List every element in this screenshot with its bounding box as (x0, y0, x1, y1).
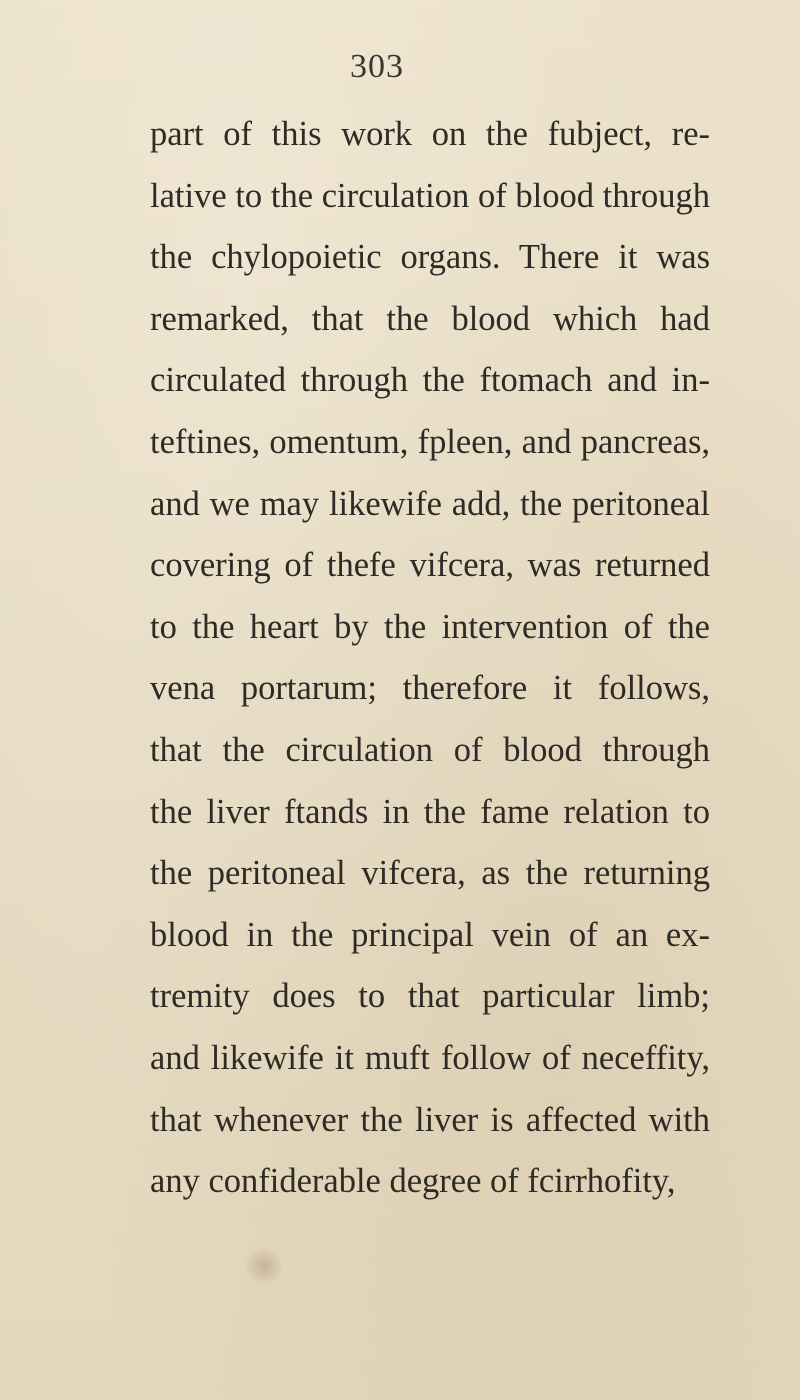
text-line: the chylopoietic organs. There it was (150, 238, 710, 277)
text-line: that whenever the liver is affected with (150, 1100, 710, 1139)
text-line: part of this work on the fubject, re- (150, 115, 710, 153)
text-line: the peritoneal vifcera, as the returning (150, 854, 710, 893)
text-line: teftines, omentum, fpleen, and pancreas, (150, 422, 710, 461)
text-line: that the circulation of blood through (150, 730, 710, 769)
text-line: and likewife it muft follow of neceffity, (150, 1038, 710, 1077)
text-line: lative to the circulation of blood through (150, 176, 710, 215)
text-line: remarked, that the blood which had (150, 299, 710, 338)
text-line: covering of thefe vifcera, was returned (150, 546, 710, 585)
text-line: circulated through the ftomach and in- (150, 361, 710, 400)
text-line: blood in the principal vein of an ex- (150, 915, 710, 954)
page-number: 303 (350, 48, 404, 85)
text-line: and we may likewife add, the peritoneal (150, 484, 710, 523)
paper-stain (246, 1248, 282, 1288)
text-line: vena portarum; therefore it follows, (150, 669, 710, 708)
text-line: the liver ftands in the fame relation to (150, 792, 710, 831)
text-line: tremity does to that particular limb; (150, 977, 710, 1016)
text-line: any confiderable degree of fcirrhofity, (150, 1162, 676, 1201)
body-text (150, 104, 710, 1213)
text-line: to the heart by the intervention of the (150, 607, 710, 646)
